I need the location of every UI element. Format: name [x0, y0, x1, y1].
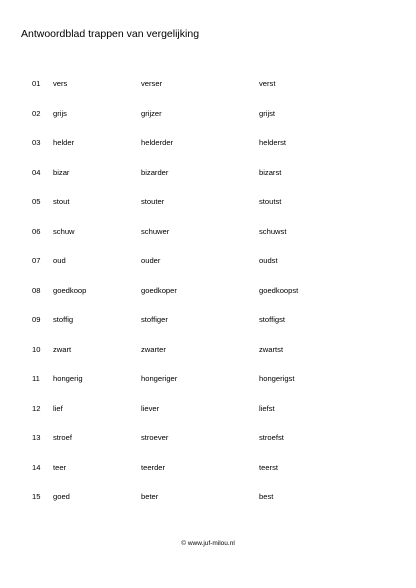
base-form: teer	[53, 462, 67, 472]
base-form: stroef	[53, 433, 72, 442]
base-form: goedkoop	[53, 285, 87, 295]
base-form: hongerig	[53, 374, 83, 383]
comparative-form: bizarder	[141, 167, 169, 177]
answer-row	[0, 315, 416, 345]
comparative-form: ouder	[141, 256, 161, 265]
comparative-form: stoffiger	[141, 315, 168, 324]
comparative-form: grijzer	[141, 108, 162, 118]
row-number: 10	[32, 344, 41, 354]
row-number: 07	[32, 256, 41, 265]
row-number: 04	[32, 167, 41, 177]
comparative-form: liever	[141, 403, 160, 413]
base-form: stoffig	[53, 315, 74, 324]
comparative-form: hongeriger	[141, 374, 178, 383]
answer-row	[0, 492, 416, 522]
row-number: 06	[32, 226, 41, 236]
comparative-form: teerder	[141, 462, 166, 472]
copyright-footer: © www.juf-milou.nl	[181, 540, 235, 547]
row-number: 05	[32, 197, 41, 206]
row-number: 01	[32, 79, 41, 88]
answer-list	[0, 79, 416, 522]
answer-row	[0, 138, 416, 168]
answer-row	[0, 463, 416, 493]
base-form: goed	[53, 492, 70, 501]
superlative-form: stroefst	[259, 433, 284, 442]
answer-row	[0, 168, 416, 198]
base-form: vers	[53, 79, 68, 88]
superlative-form: schuwst	[259, 226, 287, 236]
base-form: oud	[53, 256, 66, 265]
superlative-form: teerst	[259, 462, 278, 472]
base-form: stout	[53, 197, 70, 206]
superlative-form: helderst	[259, 138, 287, 147]
answer-row	[0, 227, 416, 257]
answer-row	[0, 79, 416, 109]
answer-row	[0, 109, 416, 139]
row-number: 09	[32, 315, 41, 324]
base-form: lief	[53, 403, 63, 413]
row-number: 03	[32, 138, 41, 147]
row-number: 11	[32, 374, 40, 383]
answer-row	[0, 374, 416, 404]
row-number: 14	[32, 462, 41, 472]
superlative-form: stoffigst	[259, 315, 286, 324]
row-number: 12	[32, 403, 41, 413]
base-form: bizar	[53, 167, 70, 177]
superlative-form: hongerigst	[259, 374, 295, 383]
superlative-form: verst	[259, 79, 276, 88]
row-number: 08	[32, 285, 41, 295]
base-form: schuw	[53, 226, 75, 236]
comparative-form: zwarter	[141, 344, 166, 354]
superlative-form: liefst	[259, 403, 275, 413]
superlative-form: bizarst	[259, 167, 282, 177]
page-title: Antwoordblad trappen van vergelijking	[21, 28, 200, 40]
row-number: 13	[32, 433, 41, 442]
answer-row	[0, 286, 416, 316]
comparative-form: stroever	[141, 433, 169, 442]
answer-row	[0, 256, 416, 286]
comparative-form: beter	[141, 492, 159, 501]
superlative-form: stoutst	[259, 197, 282, 206]
comparative-form: verser	[141, 79, 163, 88]
answer-row	[0, 345, 416, 375]
comparative-form: goedkoper	[141, 285, 177, 295]
superlative-form: oudst	[259, 256, 278, 265]
base-form: helder	[53, 138, 75, 147]
base-form: grijs	[53, 108, 67, 118]
answer-row	[0, 433, 416, 463]
comparative-form: schuwer	[141, 226, 170, 236]
superlative-form: best	[259, 492, 274, 501]
comparative-form: helderder	[141, 138, 174, 147]
row-number: 02	[32, 108, 41, 118]
row-number: 15	[32, 492, 41, 501]
superlative-form: grijst	[259, 108, 276, 118]
answer-row	[0, 404, 416, 434]
comparative-form: stouter	[141, 197, 165, 206]
base-form: zwart	[53, 344, 72, 354]
superlative-form: goedkoopst	[259, 285, 299, 295]
superlative-form: zwartst	[259, 344, 284, 354]
answer-row	[0, 197, 416, 227]
